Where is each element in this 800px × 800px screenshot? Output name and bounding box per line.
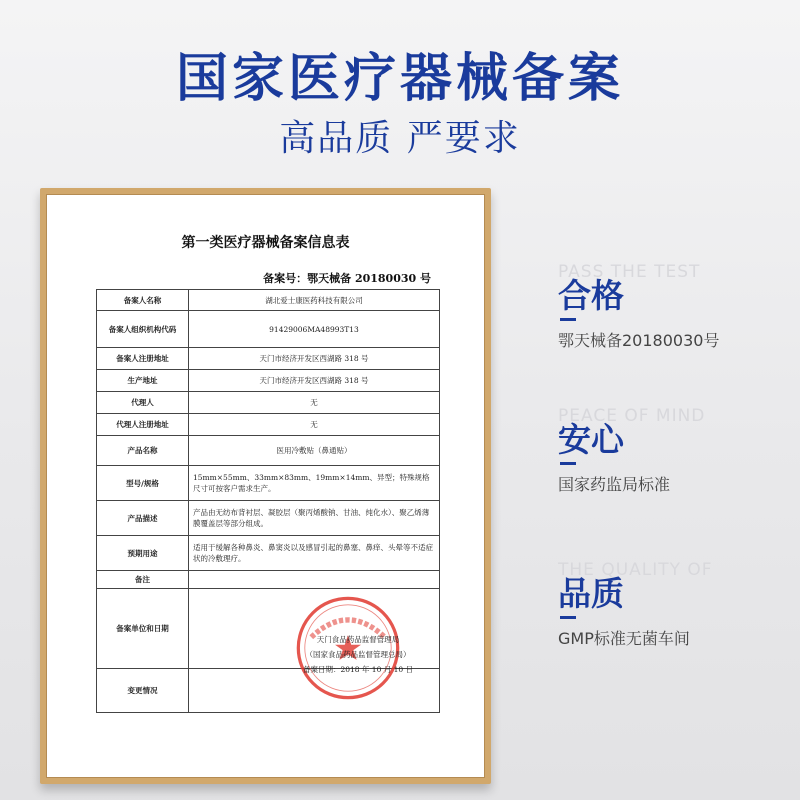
table-row <box>97 348 440 370</box>
row-label: 备案人注册地址 <box>97 348 189 370</box>
row-value: 适用于缓解各种鼻炎、鼻窦炎以及感冒引起的鼻塞、鼻痒、头晕等不适症状的冷敷理疗。 <box>189 536 440 571</box>
table-row <box>97 414 440 436</box>
row-label: 预期用途 <box>97 536 189 571</box>
seal-date: 备案日期：2018 年 10 月 10 日 <box>302 665 414 674</box>
row-label: 型号/规格 <box>97 466 189 501</box>
feature-divider <box>560 318 576 321</box>
row-value: 天门市经济开发区西湖路 318 号 <box>189 348 440 370</box>
table-row <box>97 436 440 466</box>
row-value: 无 <box>189 392 440 414</box>
table-row <box>97 311 440 348</box>
feature-bg-text: THE QUALITY OF <box>558 560 713 580</box>
row-value: 医用冷敷贴（鼻通贴） <box>189 436 440 466</box>
feature-divider <box>560 616 576 619</box>
feature-title: 安心 <box>558 420 624 459</box>
row-label: 备案人组织机构代码 <box>97 311 189 348</box>
record-number: 备案号：鄂天械备 20180030 号 <box>263 272 431 285</box>
table-row <box>97 466 440 501</box>
feature-title: 合格 <box>558 276 624 315</box>
row-label: 产品描述 <box>97 501 189 536</box>
feature-pass <box>558 262 788 352</box>
feature-bg-text: PEACE OF MIND <box>558 406 706 426</box>
seal-authority: 天门食品药品监督管理局 <box>316 635 400 644</box>
row-value: 湖北爱士康医药科技有限公司 <box>189 290 440 311</box>
feature-peace <box>558 406 788 496</box>
row-label: 备案人名称 <box>97 290 189 311</box>
certificate-title: 第一类医疗器械备案信息表 <box>181 235 350 251</box>
seal-authority-note: （国家食品药品监督管理总局） <box>305 650 411 659</box>
page-subtitle: 高品质 严要求 <box>279 118 521 159</box>
row-value: 产品由无纺布背衬层、凝胶层（聚丙烯酸钠、甘油、纯化水）、聚乙烯薄膜覆盖层等部分组成。 <box>189 501 440 536</box>
row-value: 91429006MA48993T13 <box>189 311 440 348</box>
table-row <box>97 392 440 414</box>
row-label: 代理人注册地址 <box>97 414 189 436</box>
table-row <box>97 571 440 589</box>
table-row <box>97 290 440 311</box>
certificate-document <box>46 194 485 778</box>
seal-text <box>298 632 418 677</box>
feature-title: 品质 <box>558 574 624 613</box>
row-value: 无 <box>189 414 440 436</box>
feature-desc: 鄂天械备20180030号 <box>558 331 720 350</box>
certificate-frame <box>40 188 491 784</box>
row-label: 备注 <box>97 571 189 589</box>
row-value <box>189 571 440 589</box>
page-title: 国家医疗器械备案 <box>175 49 624 109</box>
feature-bg-text: PASS THE TEST <box>558 262 701 282</box>
row-label: 变更情况 <box>97 669 189 713</box>
feature-divider <box>560 462 576 465</box>
table-row <box>97 501 440 536</box>
row-value: 天门市经济开发区西湖路 318 号 <box>189 370 440 392</box>
feature-quality <box>558 560 788 650</box>
row-value: 15mm×55mm、33mm×83mm、19mm×14mm、异型；特殊规格尺寸可按客户需求生产。 <box>189 466 440 501</box>
feature-desc: 国家药监局标准 <box>558 475 671 494</box>
row-label: 代理人 <box>97 392 189 414</box>
table-row <box>97 536 440 571</box>
row-label: 生产地址 <box>97 370 189 392</box>
row-label: 产品名称 <box>97 436 189 466</box>
row-label: 备案单位和日期 <box>97 589 189 669</box>
feature-desc: GMP标准无菌车间 <box>558 629 690 648</box>
table-row <box>97 370 440 392</box>
